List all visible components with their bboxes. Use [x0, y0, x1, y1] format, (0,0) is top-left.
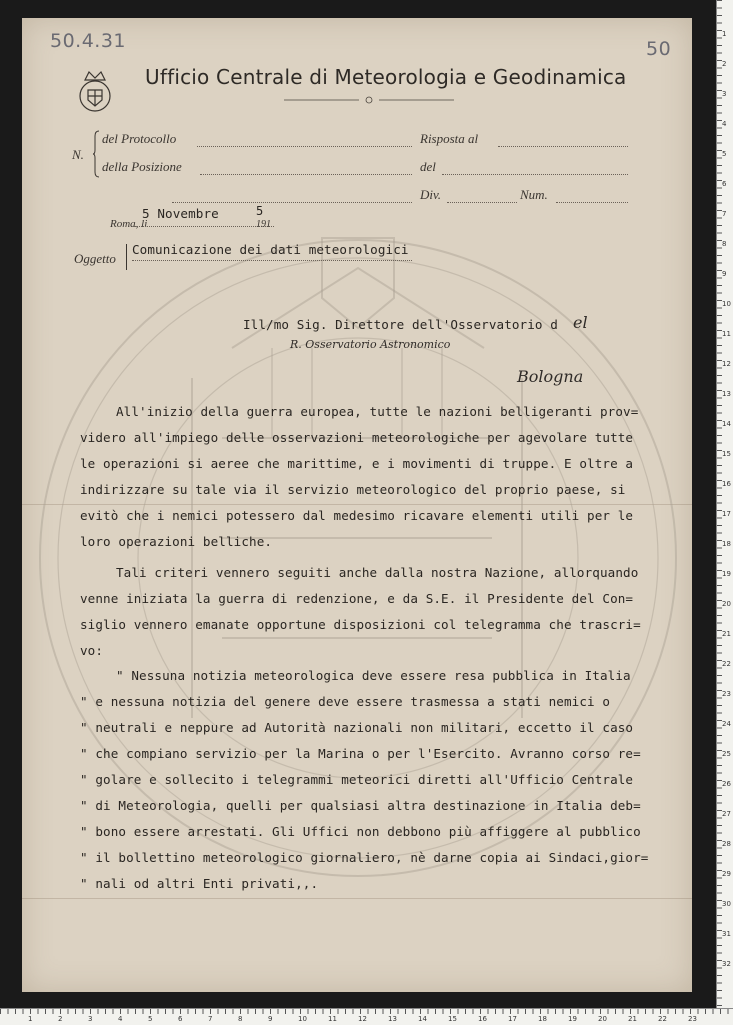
ruler-tick-label: 2: [722, 60, 727, 68]
ruler-tick-label: 2: [58, 1015, 63, 1023]
number-label: N.: [72, 147, 84, 162]
ruler-tick-label: 23: [688, 1015, 697, 1023]
ruler-tick-label: 25: [722, 750, 731, 758]
bracket-icon: [93, 130, 101, 178]
risposta-label: Risposta al: [420, 131, 479, 146]
quote-line: " il bollettino meteorologico giornaliero, nè darne copia ai Sindaci,gior=: [80, 850, 649, 865]
pencil-annotation-page-number: 50: [646, 38, 672, 60]
ruler-tick-label: 21: [628, 1015, 637, 1023]
oggetto-label: Oggetto: [74, 251, 116, 266]
quote-line: " di Meteorologia, quelli per qualsiasi altra destinazione in Italia deb=: [80, 798, 641, 813]
ruler-tick-label: 5: [148, 1015, 153, 1023]
body-line: evitò che i nemici potessero dal medesimo ricavare elementi utili per le: [80, 508, 634, 523]
ruler-tick-label: 18: [722, 540, 731, 548]
ruler-tick-label: 22: [658, 1015, 667, 1023]
ruler-tick-label: 16: [478, 1015, 487, 1023]
ruler-tick-label: 6: [178, 1015, 183, 1023]
ruler-tick-label: 20: [598, 1015, 607, 1023]
ruler-tick-label: 24: [722, 720, 731, 728]
ruler-tick-label: 13: [722, 390, 731, 398]
ruler-tick-label: 12: [722, 360, 731, 368]
ruler-tick-label: 22: [722, 660, 731, 668]
div-field: [447, 202, 517, 203]
ruler-tick-label: 9: [722, 270, 727, 278]
addressee-handwritten-institution: R. Osservatorio Astronomico: [290, 338, 451, 351]
date-day-month: 5 Novembre: [142, 206, 219, 221]
blank-field: [172, 202, 412, 203]
posizione-label: della Posizione: [102, 159, 182, 174]
posizione-field: [200, 174, 412, 175]
ruler-tick-label: 3: [722, 90, 727, 98]
ruler-tick-label: 29: [722, 870, 731, 878]
place-date-label: Roma, li: [110, 218, 148, 230]
letterhead-title: Ufficio Centrale di Meteorologia e Geodinamica: [145, 65, 627, 89]
addressee-typed: Ill/mo Sig. Direttore dell'Osservatorio d: [243, 317, 558, 332]
ruler-tick-label: 8: [722, 240, 727, 248]
body-line: le operazioni si aeree che marittime, e i movimenti di truppe. E oltre a: [80, 456, 634, 471]
oggetto-bracket: [126, 244, 127, 270]
ruler-tick-label: 27: [722, 810, 731, 818]
document-page: [22, 18, 692, 992]
risposta-field: [498, 146, 628, 147]
quote-line: " Nessuna notizia meteorologica deve essere resa pubblica in Italia: [116, 668, 631, 683]
ruler-tick-label: 9: [268, 1015, 273, 1023]
body-line: Tali criteri vennero seguiti anche dalla nostra Nazione, allorquando: [116, 565, 639, 580]
ruler-tick-label: 15: [448, 1015, 457, 1023]
ruler-tick-label: 18: [538, 1015, 547, 1023]
quote-line: " e nessuna notizia del genere deve essere trasmessa a stati nemici o: [80, 694, 611, 709]
ruler-tick-label: 11: [328, 1015, 337, 1023]
div-label: Div.: [420, 187, 442, 202]
body-line: All'inizio della guerra europea, tutte le nazioni belligeranti prov=: [116, 404, 639, 419]
ruler-tick-label: 4: [118, 1015, 123, 1023]
ruler-tick-label: 28: [722, 840, 731, 848]
ruler-tick-label: 31: [722, 930, 731, 938]
ruler-tick-label: 19: [568, 1015, 577, 1023]
ruler-tick-label: 7: [208, 1015, 213, 1023]
body-line: videro all'impiego delle osservazioni meteorologiche per agevolare tutte: [80, 430, 634, 445]
ruler-tick-label: 7: [722, 210, 727, 218]
oggetto-value: Comunicazione dei dati meteorologici: [132, 242, 409, 257]
body-line: siglio vennero emanate opportune disposizioni col telegramma che trascri=: [80, 617, 641, 632]
year-prefix: 191: [256, 219, 271, 230]
ruler-tick-label: 15: [722, 450, 731, 458]
ornament-divider: [284, 95, 454, 105]
ruler-tick-label: 14: [418, 1015, 427, 1023]
oggetto-field: [132, 260, 412, 261]
pencil-annotation-archive-number: 50.4.31: [50, 30, 127, 52]
ruler-tick-label: 26: [722, 780, 731, 788]
ruler-tick-label: 21: [722, 630, 731, 638]
protocollo-label: del Protocollo: [102, 131, 177, 146]
ruler-tick-label: 20: [722, 600, 731, 608]
ruler-tick-label: 17: [722, 510, 731, 518]
ruler-tick-label: 1: [722, 30, 727, 38]
ruler-tick-label: 32: [722, 960, 731, 968]
ruler-tick-label: 23: [722, 690, 731, 698]
fold-line: [22, 504, 692, 505]
ruler-tick-label: 3: [88, 1015, 93, 1023]
ruler-tick-label: 11: [722, 330, 731, 338]
addressee-handwritten-suffix: el: [573, 313, 588, 332]
year-suffix: 5: [256, 204, 264, 218]
quote-line: " bono essere arrestati. Gli Uffici non debbono più affiggere al pubblico: [80, 824, 641, 839]
ruler-tick-label: 10: [722, 300, 731, 308]
body-line: venne iniziata la guerra di redenzione, e da S.E. il Presidente del Con=: [80, 591, 634, 606]
fold-line: [22, 898, 692, 899]
ruler-tick-label: 12: [358, 1015, 367, 1023]
ruler-tick-label: 6: [722, 180, 727, 188]
protocollo-field: [197, 146, 412, 147]
ruler-tick-label: 13: [388, 1015, 397, 1023]
ruler-tick-label: 8: [238, 1015, 243, 1023]
body-line: indirizzare su tale via il servizio meteorologico del proprio paese, si: [80, 482, 626, 497]
date-field: [134, 226, 274, 227]
ruler-tick-label: 5: [722, 150, 727, 158]
num-field: [556, 202, 628, 203]
num-label: Num.: [520, 187, 548, 202]
quote-line: " che compiano servizio per la Marina o per l'Esercito. Avranno corso re=: [80, 746, 641, 761]
quote-line: " golare e sollecito i telegrammi meteorici diretti all'Ufficio Centrale: [80, 772, 634, 787]
ruler-tick-label: 30: [722, 900, 731, 908]
ruler-tick-label: 4: [722, 120, 727, 128]
ruler-tick-label: 10: [298, 1015, 307, 1023]
ruler-tick-label: 19: [722, 570, 731, 578]
ruler-tick-label: 17: [508, 1015, 517, 1023]
del-label: del: [420, 159, 436, 174]
body-line: vo:: [80, 643, 104, 658]
body-line: loro operazioni belliche.: [80, 534, 273, 549]
quote-line: " nali od altri Enti privati,,.: [80, 876, 319, 891]
addressee-handwritten-city: Bologna: [517, 367, 584, 386]
ruler-tick-label: 16: [722, 480, 731, 488]
del-field: [442, 174, 628, 175]
quote-line: " neutrali e neppure ad Autorità nazionali non militari, eccetto il caso: [80, 720, 634, 735]
crown-crest-icon: [75, 66, 115, 114]
ruler-tick-label: 14: [722, 420, 731, 428]
ruler-tick-label: 1: [28, 1015, 33, 1023]
